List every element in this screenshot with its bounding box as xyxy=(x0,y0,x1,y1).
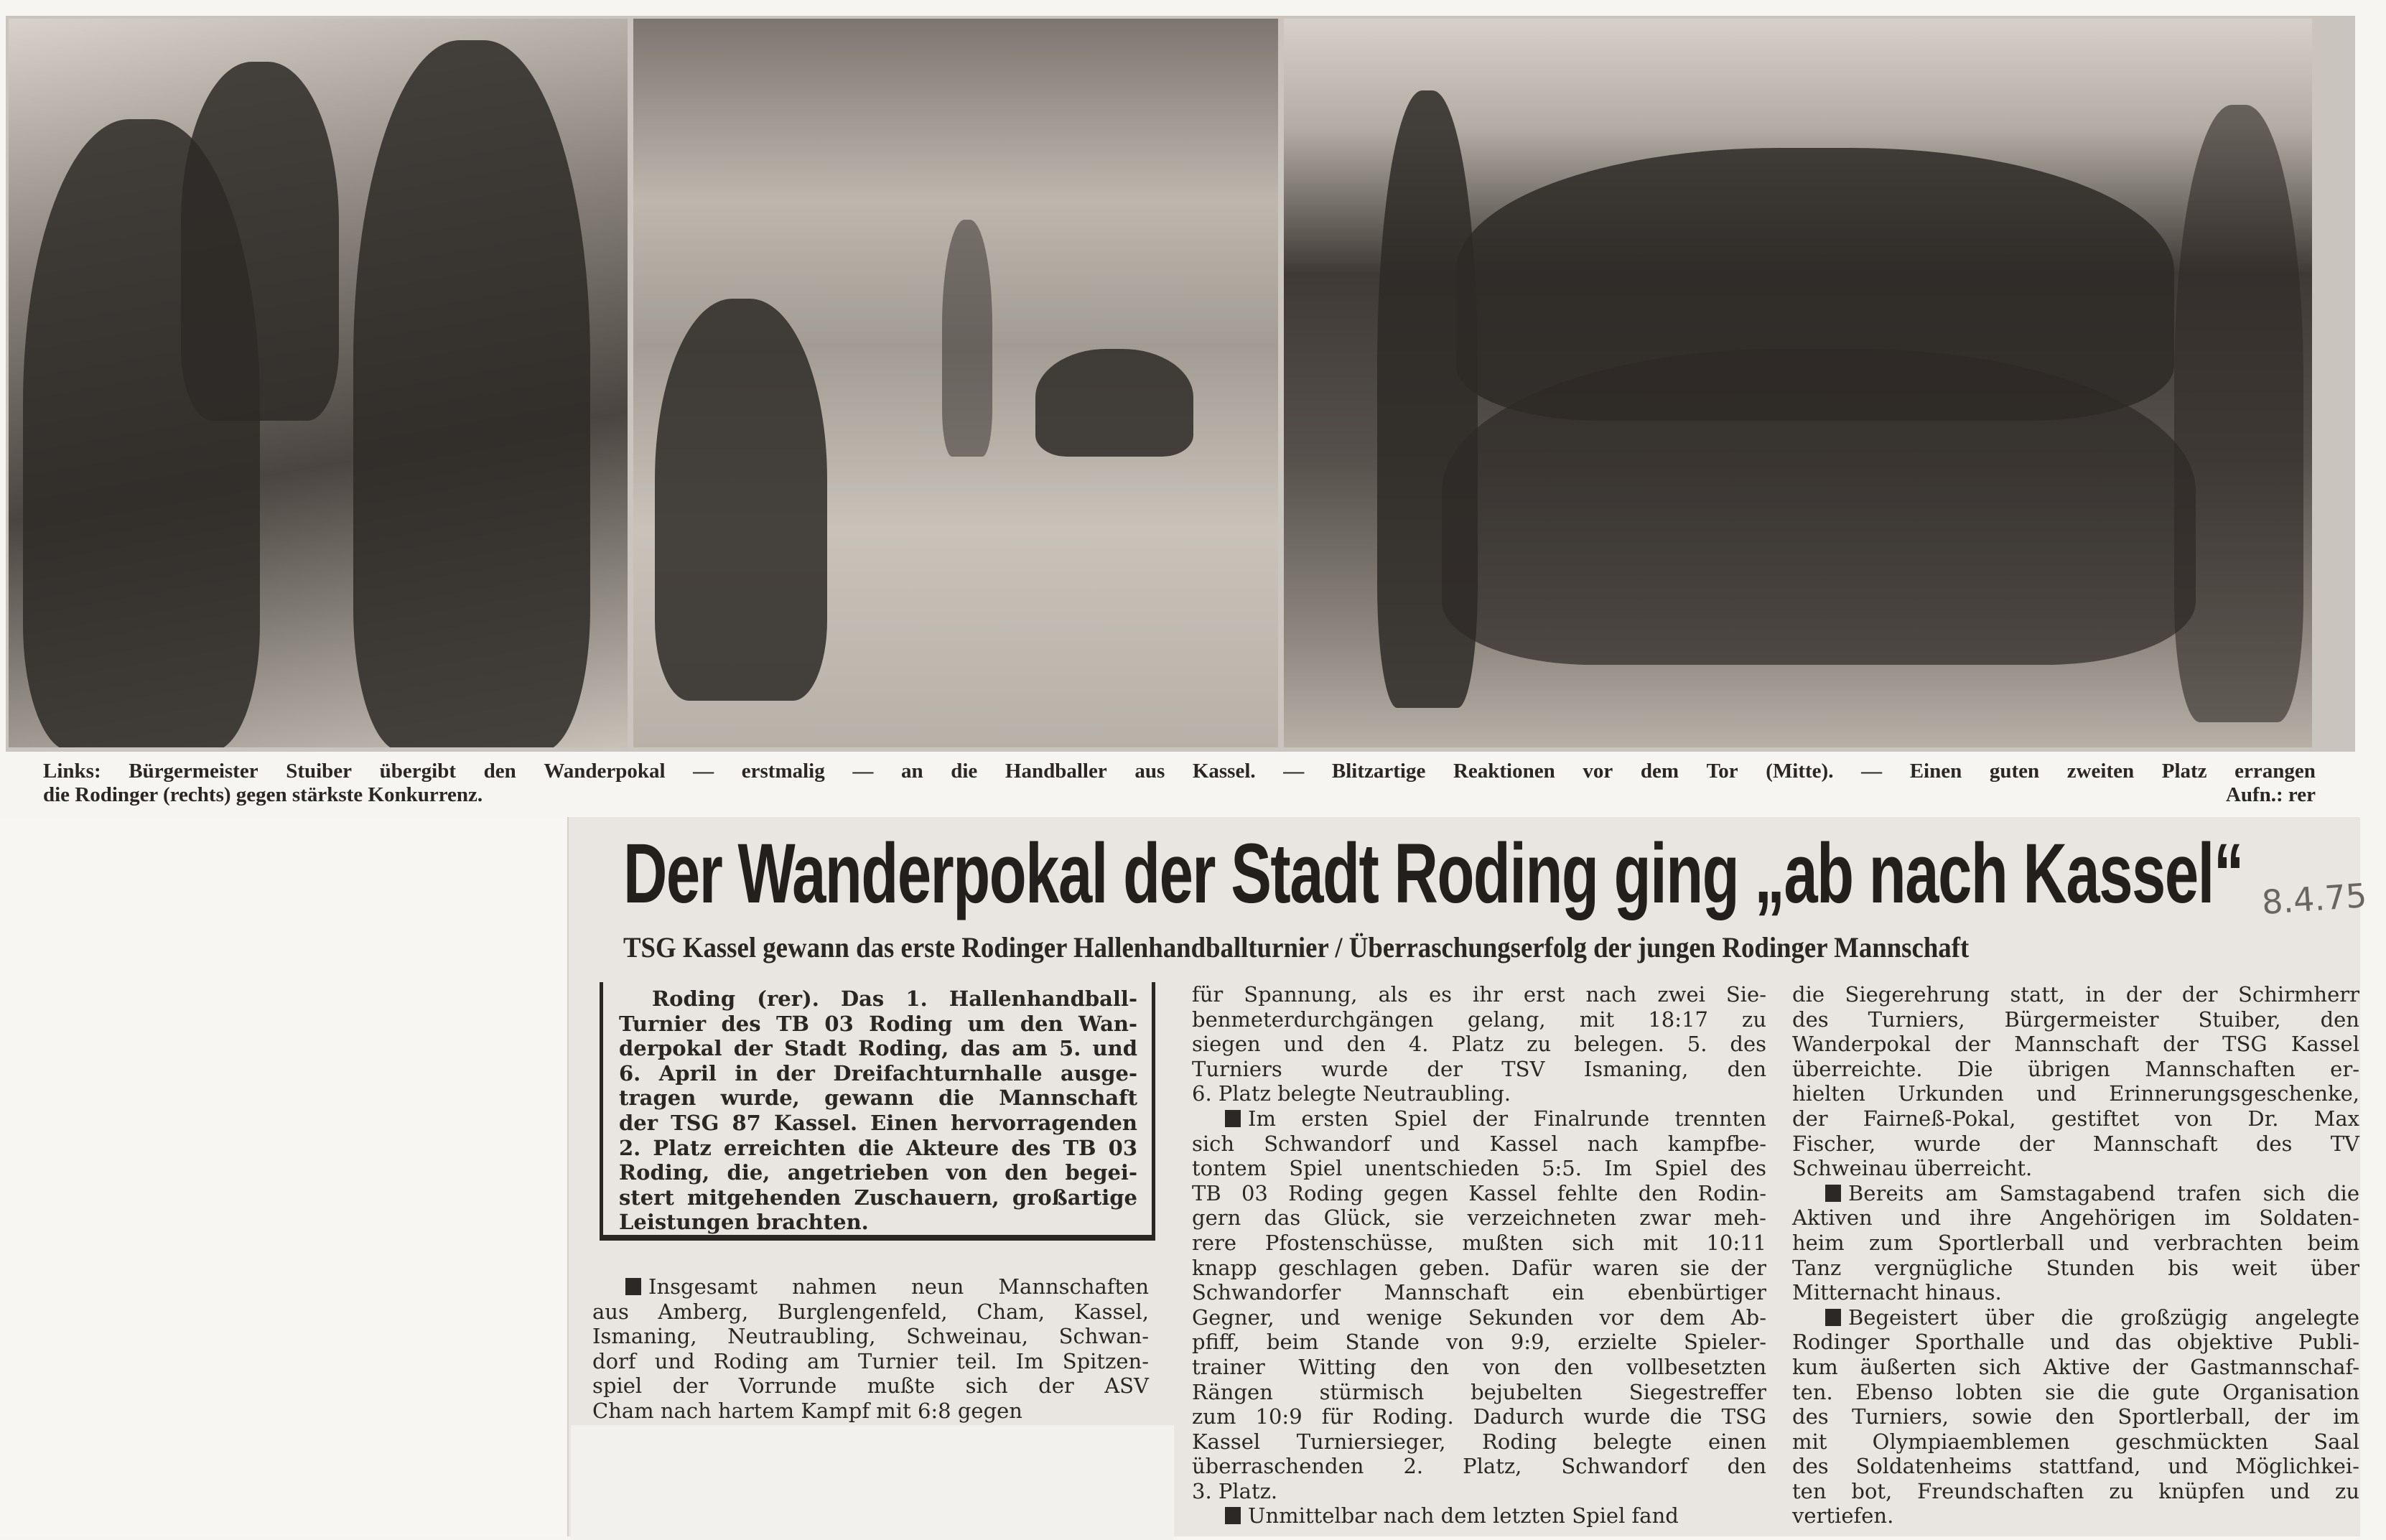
article-column-1 xyxy=(592,1274,1149,1424)
paragraph-bullet-icon xyxy=(1225,1507,1241,1524)
caption-word: Einen xyxy=(1909,760,1962,783)
article-line-text: hielten Urkunden und Erinnerungsgeschenke, xyxy=(1792,1081,2359,1106)
article-line xyxy=(1792,1057,2359,1082)
article-line-text: die Siegerehrung statt, in der der Schirmherr xyxy=(1792,982,2359,1007)
article-line xyxy=(1792,1305,2359,1330)
article-line xyxy=(1192,1007,1766,1032)
article-line-text: aus Amberg, Burglengenfeld, Cham, Kassel, xyxy=(592,1299,1149,1324)
article-line-text: des Turniers, sowie den Sportlerball, der im xyxy=(1792,1404,2359,1429)
article-line xyxy=(1792,1503,2359,1529)
article-line xyxy=(1792,1454,2359,1479)
article-line xyxy=(1192,1205,1766,1231)
article-line xyxy=(1192,1181,1766,1206)
article-line-text: spiel der Vorrunde mußte sich der ASV xyxy=(592,1373,1149,1399)
article-line xyxy=(1792,1404,2359,1429)
article-line-text: derpokal der Stadt Roding, das am 5. und xyxy=(619,1036,1137,1061)
paragraph-bullet-icon xyxy=(1825,1309,1841,1326)
article-line xyxy=(619,1036,1137,1061)
article-line-text: mit Olympiaemblemen geschmückten Saal xyxy=(1792,1429,2359,1454)
article-line xyxy=(1192,1503,1766,1529)
article-line-text: heim zum Sportlerball und verbrachten beim xyxy=(1792,1230,2359,1255)
article-line-text: trainer Witting den von den vollbesetzten xyxy=(1192,1354,1766,1379)
article-line xyxy=(1192,1305,1766,1330)
article-line-text: Rodinger Sporthalle und das objektive Publi- xyxy=(1792,1330,2359,1355)
article-line-text: Unmittelbar nach dem letzten Spiel fand xyxy=(1248,1503,1679,1529)
article-line xyxy=(1792,1181,2359,1206)
caption-word: Kassel. xyxy=(1192,760,1256,783)
article-line xyxy=(619,986,1137,1012)
article-line xyxy=(1792,1106,2359,1131)
caption-word: an xyxy=(900,760,923,783)
article-line xyxy=(1192,1404,1766,1429)
article-line xyxy=(592,1373,1149,1399)
lead-paragraph-box xyxy=(600,982,1155,1241)
caption-word: — xyxy=(852,760,874,783)
photo-handball-action xyxy=(633,19,1278,747)
article-line xyxy=(1792,1156,2359,1181)
caption-word: Handballer xyxy=(1005,760,1107,783)
article-line-text: 3. Platz. xyxy=(1192,1478,1278,1503)
article-line-text: für Spannung, als es ihr erst nach zwei Sie- xyxy=(1192,982,1766,1007)
caption-word: den xyxy=(483,760,516,783)
article-line-text: Wanderpokal der Mannschaft der TSG Kassel xyxy=(1792,1032,2359,1057)
paragraph-bullet-icon xyxy=(1825,1185,1841,1202)
article-line xyxy=(592,1299,1149,1325)
article-line xyxy=(592,1324,1149,1349)
article-line xyxy=(1192,1231,1766,1256)
article-line-text: Schweinau überreicht. xyxy=(1792,1156,2033,1181)
article-line-text: Im ersten Spiel der Finalrunde trennten xyxy=(1248,1106,1766,1131)
article-line-text: der Fairneß-Pokal, gestiftet von Dr. Max xyxy=(1792,1106,2359,1131)
photo-roding-team xyxy=(1284,19,2312,747)
lead-paragraph xyxy=(619,986,1137,1235)
article-line-text: Roding, die, angetrieben von den begei- xyxy=(619,1160,1137,1185)
article-line-text: tragen wurde, gewann die Mannschaft xyxy=(619,1086,1137,1111)
caption-word: erstmalig xyxy=(741,760,825,783)
caption-word: zweiten xyxy=(2066,760,2135,783)
article-line xyxy=(1792,1479,2359,1504)
article-line xyxy=(1192,1057,1766,1082)
caption-word: errangen xyxy=(2234,760,2316,783)
caption-word: Tor xyxy=(1706,760,1738,783)
article-line xyxy=(1792,1205,2359,1231)
caption-word: (Mitte). xyxy=(1766,760,1834,783)
article-line xyxy=(1192,1081,1766,1106)
article-line-text: Insgesamt nahmen neun Mannschaften xyxy=(648,1274,1149,1299)
article-line-text: Rängen stürmisch bejubelten Siegestreffer xyxy=(1192,1379,1766,1404)
article-line-text: Leistungen brachten. xyxy=(619,1210,869,1235)
paragraph-bullet-icon xyxy=(625,1278,641,1295)
caption-line-2: die Rodinger (rechts) gegen stärkste Konkurrenz. xyxy=(43,783,483,806)
caption-word: vor xyxy=(1583,760,1613,783)
article-line-text: Gegner, und wenige Sekunden vor dem Ab- xyxy=(1192,1305,1766,1330)
article-line-text: Aktiven und ihre Angehörigen im Soldaten- xyxy=(1792,1205,2359,1231)
article-line xyxy=(1192,1330,1766,1355)
photo-strip xyxy=(6,16,2355,752)
article-line-text: überraschenden 2. Platz, Schwandorf den xyxy=(1192,1454,1766,1479)
caption-word: — xyxy=(693,760,714,783)
article-line-text: Bereits am Samstagabend trafen sich die xyxy=(1848,1180,2359,1205)
article-line-text: Turniers wurde der TSV Ismaning, den xyxy=(1192,1056,1766,1081)
article-line xyxy=(619,1160,1137,1185)
article-line-text: Turnier des TB 03 Roding um den Wan- xyxy=(619,1011,1137,1036)
article-line-text: Tanz vergnügliche Stunden bis weit über xyxy=(1792,1255,2359,1280)
caption-word: — xyxy=(1283,760,1305,783)
article-line xyxy=(1792,1256,2359,1281)
article-line xyxy=(1192,1156,1766,1181)
caption-word: Reaktionen xyxy=(1453,760,1555,783)
article-line xyxy=(1192,1280,1766,1305)
article-line xyxy=(1192,1256,1766,1281)
caption-word: übergibt xyxy=(379,760,456,783)
article-line xyxy=(592,1274,1149,1299)
article-line-text: Fischer, wurde der Mannschaft des TV xyxy=(1792,1131,2359,1156)
article-line-text: ten bot, Freundschaften zu knüpfen und zu xyxy=(1792,1478,2359,1503)
article-line xyxy=(1792,1007,2359,1032)
article-line-text: 6. April in der Dreifachturnhalle ausge- xyxy=(619,1060,1137,1086)
article-line-text: 6. Platz belegte Neutraubling. xyxy=(1192,1081,1511,1106)
caption-word: dem xyxy=(1640,760,1679,783)
article-line xyxy=(1192,1032,1766,1057)
caption-word: — xyxy=(1861,760,1883,783)
article-line xyxy=(1192,1106,1766,1131)
article-line xyxy=(1792,1380,2359,1405)
paragraph-bullet-icon xyxy=(1225,1110,1241,1127)
article-line-text: des Soldatenheims stattfand, und Möglichkei- xyxy=(1792,1454,2359,1479)
article-line xyxy=(1792,1032,2359,1057)
article-line xyxy=(1192,1355,1766,1380)
caption-word: guten xyxy=(1989,760,2040,783)
article-line-text: pfiff, beim Stande von 9:9, erzielte Spieler- xyxy=(1192,1330,1766,1355)
caption-word: Blitzartige xyxy=(1331,760,1426,783)
article-line-text: der TSG 87 Kassel. Einen hervorragenden xyxy=(619,1110,1137,1135)
article-column-2 xyxy=(1192,982,1766,1529)
article-line-text: rere Pfostenschüsse, mußten sich mit 10:11 xyxy=(1192,1230,1766,1255)
article-line xyxy=(1192,1479,1766,1504)
caption-word: Bürgermeister xyxy=(129,760,258,783)
article-line xyxy=(619,1210,1137,1235)
article-line-text: gern das Glück, sie verzeichneten zwar meh- xyxy=(1192,1205,1766,1231)
article-line xyxy=(1792,1231,2359,1256)
photo-caption xyxy=(43,760,2316,807)
article-line-text: ten. Ebenso lobten sie die gute Organisation xyxy=(1792,1379,2359,1404)
article-line xyxy=(592,1349,1149,1374)
article-line xyxy=(1792,1429,2359,1455)
article-line xyxy=(619,1061,1137,1086)
article-line xyxy=(619,1111,1137,1136)
caption-word: Platz xyxy=(2161,760,2207,783)
paper-overlay xyxy=(571,1425,1174,1540)
handwritten-date: 8.4.75 xyxy=(2260,875,2369,923)
article-line-text: Roding (rer). Das 1. Hallenhandball- xyxy=(652,986,1137,1011)
article-line-text: tontem Spiel unentschieden 5:5. Im Spiel des xyxy=(1192,1156,1766,1181)
article-line xyxy=(1192,1131,1766,1157)
caption-word: aus xyxy=(1134,760,1165,783)
article-line-text: überreichte. Die übrigen Mannschaften er- xyxy=(1792,1056,2359,1081)
article-line xyxy=(619,1012,1137,1037)
headline: Der Wanderpokal der Stadt Roding ging „ab nach Kassel“ xyxy=(623,826,2243,921)
article-line xyxy=(1192,982,1766,1007)
article-line xyxy=(1792,1131,2359,1157)
article-line-text: Begeistert über die großzügig angelegte xyxy=(1848,1305,2359,1330)
article-line xyxy=(1792,1081,2359,1106)
subheadline: TSG Kassel gewann das erste Rodinger Hallenhandballturnier / Überraschungserfolg der jungen Rodinger Mannschaft xyxy=(623,931,1970,963)
caption-line-1 xyxy=(43,760,2316,783)
article-line-text: dorf und Roding am Turnier teil. Im Spitzen- xyxy=(592,1348,1149,1373)
caption-word: Links: xyxy=(43,760,101,783)
article-line xyxy=(619,1086,1137,1111)
article-line-text: 2. Platz erreichten die Akteure des TB 03 xyxy=(619,1135,1137,1160)
caption-word: Stuiber xyxy=(286,760,353,783)
article-line-text: stert mitgehenden Zuschauern, großartige xyxy=(619,1185,1137,1210)
caption-word: die xyxy=(951,760,978,783)
article-line xyxy=(592,1399,1149,1424)
article-line xyxy=(1792,1355,2359,1380)
article-line-text: vertiefen. xyxy=(1792,1503,1894,1529)
article-line xyxy=(1192,1454,1766,1479)
article-line-text: zum 10:9 für Roding. Dadurch wurde die TSG xyxy=(1192,1404,1766,1429)
article-line xyxy=(1192,1380,1766,1405)
article-line-text: Schwandorfer Mannschaft ein ebenbürtiger xyxy=(1192,1280,1766,1305)
article-column-3 xyxy=(1792,982,2359,1529)
article-line-text: Mitternacht hinaus. xyxy=(1792,1280,2002,1305)
article-line-text: sich Schwandorf und Kassel nach kampfbe- xyxy=(1192,1131,1766,1156)
photo-mayor-presenting-trophy xyxy=(9,19,628,747)
article-line-text: Cham nach hartem Kampf mit 6:8 gegen xyxy=(592,1398,1022,1423)
article-line-text: kum äußerten sich Aktive der Gastmannschaf- xyxy=(1792,1354,2359,1379)
article-line xyxy=(619,1136,1137,1161)
article-line-text: Kassel Turniersieger, Roding belegte einen xyxy=(1192,1429,1766,1454)
article-line-text: siegen und den 4. Platz zu belegen. 5. des xyxy=(1192,1032,1766,1057)
article-line xyxy=(1792,1280,2359,1305)
article-line xyxy=(1192,1429,1766,1455)
article-line-text: benmeterdurchgängen gelang, mit 18:17 zu xyxy=(1192,1007,1766,1032)
caption-word: Wanderpokal xyxy=(544,760,666,783)
article-line xyxy=(1792,1330,2359,1355)
blank-paper xyxy=(0,818,566,1536)
article-line-text: Ismaning, Neutraubling, Schweinau, Schwan- xyxy=(592,1324,1149,1349)
article-line xyxy=(619,1185,1137,1210)
article-line xyxy=(1792,982,2359,1007)
photo-credit: Aufn.: rer xyxy=(2225,783,2316,806)
article-line-text: knapp geschlagen geben. Dafür waren sie der xyxy=(1192,1255,1766,1280)
article-line-text: des Turniers, Bürgermeister Stuiber, den xyxy=(1792,1007,2359,1032)
article-line-text: TB 03 Roding gegen Kassel fehlte den Rodin- xyxy=(1192,1180,1766,1205)
